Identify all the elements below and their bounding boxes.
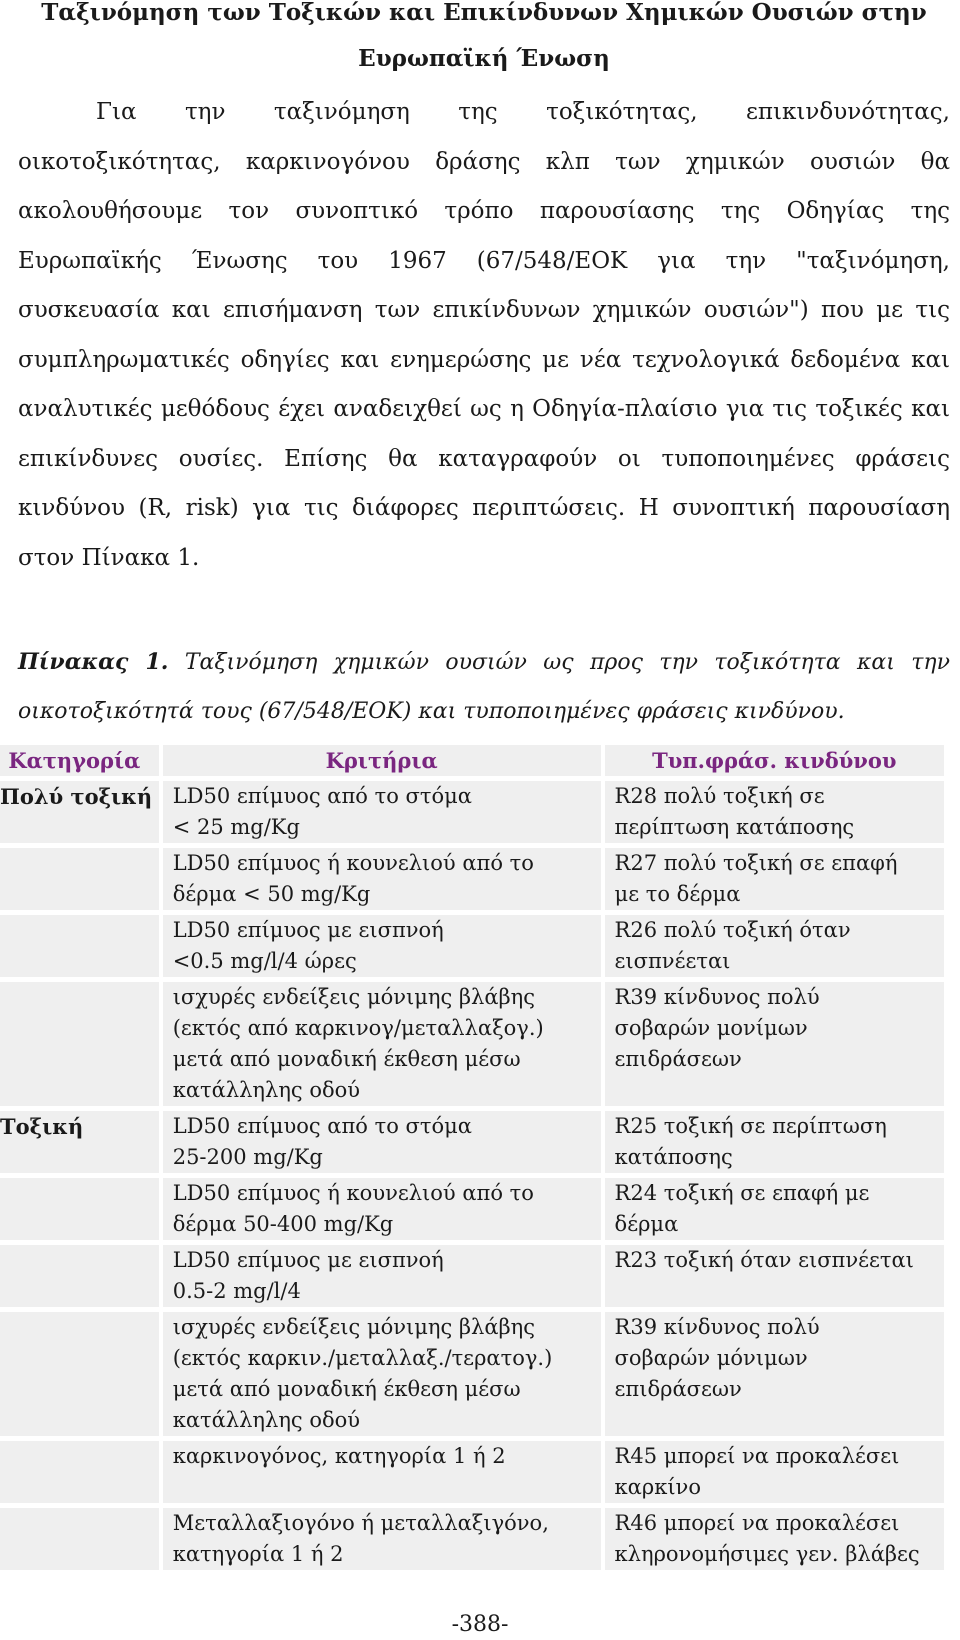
criteria-cell (163, 915, 601, 977)
paragraph-line: στον Πίνακα 1. (18, 544, 200, 571)
criteria-line: LD50 επίμυος ή κουνελιού από το (172, 851, 534, 875)
body-paragraph (18, 88, 950, 583)
table-row (0, 915, 944, 977)
category-cell (0, 915, 159, 977)
paragraph-line: συσκευασία και επισήμανση των επικίνδυνων χημικών ουσιών") που με τις (18, 297, 950, 323)
risk-phrase-cell (605, 1441, 944, 1503)
paragraph-line: Ευρωπαϊκής Ένωσης του 1967 (67/548/ΕΟΚ για την "ταξινόμηση, (18, 247, 950, 274)
criteria-cell (163, 848, 601, 910)
risk-phrase-line: εισπνέεται (614, 949, 731, 973)
criteria-line: < 25 mg/Kg (172, 815, 300, 839)
criteria-line: 25-200 mg/Kg (172, 1145, 323, 1169)
criteria-cell (163, 1111, 601, 1173)
table-row (0, 1178, 944, 1240)
risk-phrase-line: R39 κίνδυνος πολύ (614, 985, 820, 1009)
criteria-line: (εκτός καρκιν./μεταλλαξ./τερατογ.) (172, 1346, 553, 1370)
risk-phrase-line: R25 τοξική σε περίπτωση (614, 1114, 887, 1138)
header-risk-phrase: Τυπ.φράσ. κινδύνου (605, 745, 944, 776)
criteria-cell (163, 1312, 601, 1436)
category-cell (0, 1178, 159, 1240)
category-cell: Πολύ τοξική (0, 781, 159, 843)
table-row (0, 1245, 944, 1307)
risk-phrase-line: επιδράσεων (614, 1377, 742, 1401)
header-criteria: Κριτήρια (163, 745, 601, 776)
risk-phrase-line: R26 πολύ τοξική όταν (614, 918, 851, 942)
risk-phrase-line: επιδράσεων (614, 1047, 742, 1071)
risk-phrase-line: σοβαρών μονίμων (614, 1016, 808, 1040)
risk-phrase-line: R24 τοξική σε επαφή με (614, 1181, 870, 1205)
caption-text-line-2: οικοτοξικότητά τους (67/548/ΕΟΚ) και τυποποιημένες φράσεις κινδύνου. (18, 699, 845, 724)
category-cell (0, 1245, 159, 1307)
criteria-line: LD50 επίμυος με εισπνοή (172, 1248, 444, 1272)
category-cell (0, 982, 159, 1106)
criteria-line: δέρμα < 50 mg/Kg (172, 882, 371, 906)
criteria-line: (εκτός από καρκινογ/μεταλλαξογ.) (172, 1016, 544, 1040)
risk-phrase-cell (605, 1178, 944, 1240)
risk-phrase-line: κληρονομήσιμες γεν. βλάβες (614, 1542, 920, 1566)
risk-phrase-cell (605, 781, 944, 843)
criteria-line: ισχυρές ενδείξεις μόνιμης βλάβης (172, 985, 536, 1009)
table-row (0, 982, 944, 1106)
criteria-line: μετά από μοναδική έκθεση μέσω (172, 1377, 521, 1401)
title-line-2: Ευρωπαϊκή Ένωση (358, 45, 610, 72)
risk-phrase-line: R28 πολύ τοξική σε (614, 784, 825, 808)
criteria-cell (163, 1178, 601, 1240)
criteria-line: δέρμα 50-400 mg/Kg (172, 1212, 394, 1236)
criteria-line: LD50 επίμυος ή κουνελιού από το (172, 1181, 534, 1205)
category-cell (0, 848, 159, 910)
paragraph-line: Για την ταξινόμηση της τοξικότητας, επικινδυνότητας, (96, 99, 950, 125)
risk-phrase-line: R27 πολύ τοξική σε επαφή (614, 851, 898, 875)
criteria-line: ισχυρές ενδείξεις μόνιμης βλάβης (172, 1315, 536, 1339)
criteria-cell (163, 1508, 601, 1570)
criteria-cell (163, 1245, 601, 1307)
risk-phrase-line: R39 κίνδυνος πολύ (614, 1315, 820, 1339)
category-cell (0, 1508, 159, 1570)
criteria-line: Μεταλλαξιογόνο ή μεταλλαξιγόνο, (172, 1511, 549, 1535)
table-row (0, 848, 944, 910)
paragraph-line: οικοτοξικότητας, καρκινογόνου δράσης κλπ των χημικών ουσιών θα (18, 148, 950, 175)
criteria-line: LD50 επίμυος από το στόμα (172, 784, 472, 808)
table-row (0, 1111, 944, 1173)
criteria-line: καρκινογόνος, κατηγορία 1 ή 2 (172, 1444, 506, 1468)
risk-phrase-cell (605, 848, 944, 910)
criteria-line: μετά από μοναδική έκθεση μέσω (172, 1047, 521, 1071)
paragraph-line: συμπληρωματικές οδηγίες και ενημερώσης με νέα τεχνολογικά δεδομένα και (18, 346, 950, 373)
criteria-line: LD50 επίμυος με εισπνοή (172, 918, 444, 942)
risk-phrase-line: περίπτωση κατάποσης (614, 815, 855, 839)
table-row (0, 781, 944, 843)
page-number: -388- (451, 1612, 509, 1637)
risk-phrase-line: R23 τοξική όταν εισπνέεται (614, 1248, 914, 1272)
risk-phrase-line: σοβαρών μόνιμων (614, 1346, 808, 1370)
risk-phrase-line: κατάποσης (614, 1145, 733, 1169)
criteria-cell (163, 1441, 601, 1503)
risk-phrase-cell (605, 915, 944, 977)
criteria-cell (163, 982, 601, 1106)
toxicity-classification-table (0, 740, 948, 1575)
criteria-line: κατηγορία 1 ή 2 (172, 1542, 344, 1566)
paragraph-line: ακολουθήσουμε τον συνοπτικό τρόπο παρουσίασης της Οδηγίας της (18, 198, 950, 224)
criteria-line: κατάλληλης οδού (172, 1408, 361, 1432)
paragraph-line: αναλυτικές μεθόδους έχει αναδειχθεί ως η Οδηγία-πλαίσιο για τις τοξικές και (18, 396, 950, 422)
risk-phrase-line: καρκίνο (614, 1475, 701, 1499)
risk-phrase-line: με το δέρμα (614, 882, 741, 906)
risk-phrase-cell (605, 1111, 944, 1173)
criteria-line: κατάλληλης οδού (172, 1078, 361, 1102)
risk-phrase-line: R46 μπορεί να προκαλέσει (614, 1511, 900, 1535)
table-row (0, 1508, 944, 1570)
criteria-line: 0.5-2 mg/l/4 (172, 1279, 301, 1303)
paragraph-line: επικίνδυνες ουσίες. Επίσης θα καταγραφούν οι τυποποιημένες φράσεις (18, 445, 950, 472)
criteria-line: LD50 επίμυος από το στόμα (172, 1114, 472, 1138)
category-cell: Τοξική (0, 1111, 159, 1173)
caption-label: Πίνακας 1. (18, 649, 169, 675)
table-row (0, 1441, 944, 1503)
paragraph-line: κινδύνου (R, risk) για τις διάφορες περιπτώσεις. Η συνοπτική παρουσίαση (18, 495, 950, 521)
title-line-1: Ταξινόμηση των Τοξικών και Επικίνδυνων Χημικών Ουσιών στην (41, 0, 927, 26)
criteria-line: <0.5 mg/l/4 ώρες (172, 949, 357, 973)
risk-phrase-cell (605, 1312, 944, 1436)
category-cell (0, 1441, 159, 1503)
risk-phrase-cell (605, 982, 944, 1106)
category-cell (0, 1312, 159, 1436)
caption-text-line-1: Ταξινόμηση χημικών ουσιών ως προς την τοξικότητα και την (184, 650, 950, 675)
table-header-row (0, 745, 944, 776)
risk-phrase-cell (605, 1508, 944, 1570)
header-category: Κατηγορία (0, 745, 159, 776)
risk-phrase-line: R45 μπορεί να προκαλέσει (614, 1444, 900, 1468)
table-row (0, 1312, 944, 1436)
risk-phrase-cell (605, 1245, 944, 1307)
risk-phrase-line: δέρμα (614, 1212, 679, 1236)
table-caption (18, 638, 950, 736)
criteria-cell (163, 781, 601, 843)
